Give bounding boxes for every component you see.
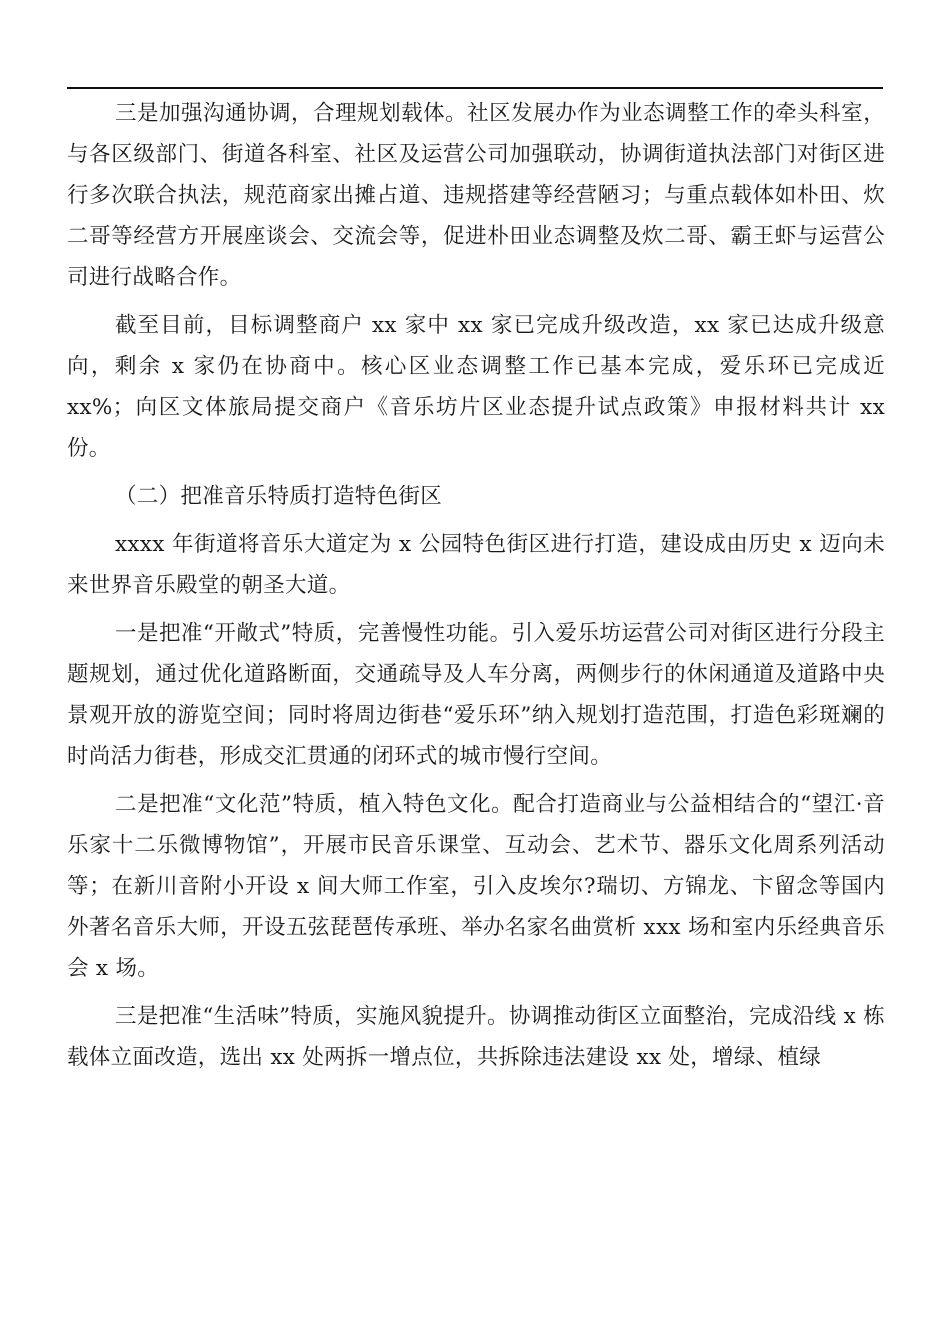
paragraph-communication-coordination: 三是加强沟通协调，合理规划载体。社区发展办作为业态调整工作的牵头科室，与各区级部门、街道各科室、社区及运营公司加强联动，协调街道执法部门对街区进行多次联合执法，规范商家出摊占道、违规搭建等经营陋习；与重点载体如朴田、炊二哥等经营方开展座谈会、交流会等，促进朴田业态调整及炊二哥、霸王虾与运营公司进行战略合作。: [67, 101, 885, 290]
document-body: [67, 93, 885, 1078]
header-rule: [67, 87, 883, 89]
paragraph-life-feature: 三是把准“生活味”特质，实施风貌提升。协调推动街区立面整治，完成沿线 x 栋载体立面改造，选出 xx 处两拆一增点位，共拆除违法建设 xx 处，增绿、植绿: [67, 1004, 885, 1070]
section-heading: （二）把准音乐特质打造特色街区: [115, 484, 443, 509]
paragraph-open-feature: 一是把准“开敞式”特质，完善慢性功能。引入爱乐坊运营公司对街区进行分段主题规划，通过优化道路断面，交通疏导及人车分离，两侧步行的休闲通道及道路中央景观开放的游览空间；同时将周边街巷“爱乐环”纳入规划打造范围，打造色彩斑斓的时尚活力街巷，形成交汇贯通的闭环式的城市慢行空间。: [67, 621, 885, 769]
paragraph-music-avenue: xxxx 年街道将音乐大道定为 x 公园特色街区进行打造，建设成由历史 x 迈向未来世界音乐殿堂的朝圣大道。: [67, 532, 885, 598]
paragraph-culture-feature: 二是把准“文化范”特质，植入特色文化。配合打造商业与公益相结合的“望江·音乐家十二乐微博物馆”，开展市民音乐课堂、互动会、艺术节、器乐文化周系列活动等；在新川音附小开设 x 间大师工作室，引入皮埃尔?瑞切、方锦龙、卞留念等国内外著名音乐大师，开设五弦琵琶传承班、举办名家名曲赏析 xxx 场和室内乐经典音乐会 x 场。: [67, 792, 885, 981]
paragraph-progress-summary: 截至目前，目标调整商户 xx 家中 xx 家已完成升级改造，xx 家已达成升级意向，剩余 x 家仍在协商中。核心区业态调整工作已基本完成，爱乐环已完成近 xx%；向区文体旅局提交商户《音乐坊片区业态提升试点政策》申报材料共计 xx 份。: [67, 313, 885, 461]
